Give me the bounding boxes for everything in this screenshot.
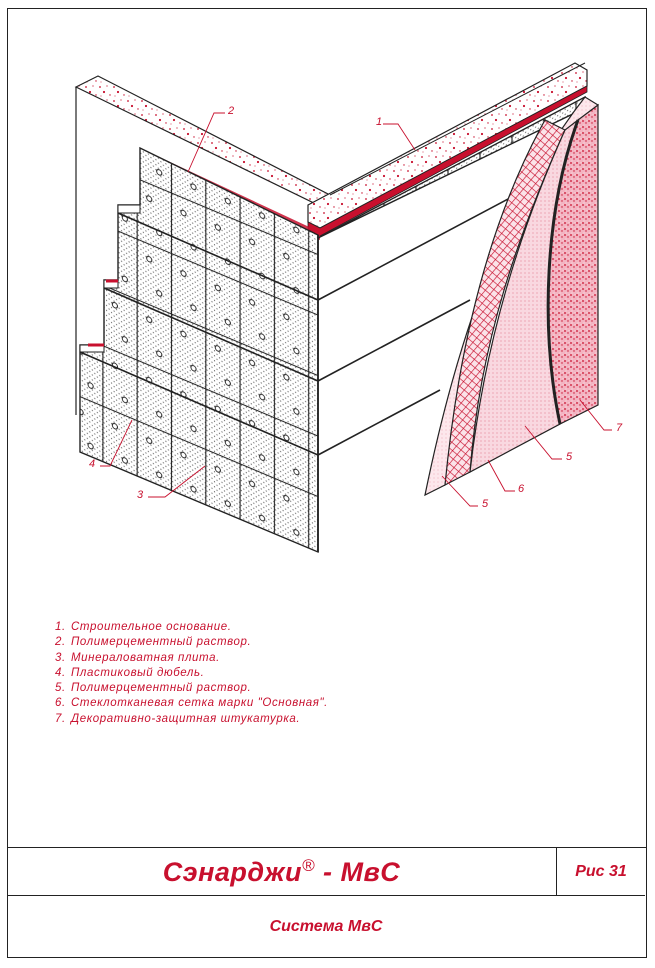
- callout-5-outer: 5: [482, 498, 489, 510]
- callout-5-inner: 5: [566, 451, 573, 463]
- drawing-title: Сэнарджи® - МвС: [162, 855, 401, 887]
- legend-list: [55, 620, 328, 727]
- legend-item: 2. Полимерцементный раствор.: [55, 636, 252, 649]
- legend-item: 7. Декоративно-защитная штукатурка.: [55, 712, 301, 725]
- callout-3: 3: [137, 489, 144, 501]
- figure-number: Рис 31: [575, 862, 627, 880]
- callout-1: 1: [376, 116, 383, 128]
- callout-6: 6: [518, 483, 525, 495]
- legend-item: 5. Полимерцементный раствор.: [55, 682, 252, 695]
- legend-item: 1. Строительное основание.: [55, 621, 232, 633]
- callout-2: 2: [228, 105, 235, 117]
- title-block: [7, 847, 647, 958]
- legend-item: 4. Пластиковый дюбель.: [55, 666, 205, 679]
- legend-item: 3. Минераловатная плита.: [55, 651, 220, 664]
- registered-mark: ®: [301, 855, 315, 875]
- title-cell: [7, 848, 557, 895]
- legend-item: 6. Стеклотканевая сетка марки "Основная".: [55, 697, 328, 710]
- callout-7: 7: [616, 422, 623, 434]
- mineral-wool-left-face: [80, 148, 318, 552]
- title-row: [7, 848, 645, 896]
- callout-4: 4: [89, 458, 96, 470]
- drawing-subtitle: Система МвС: [269, 918, 383, 935]
